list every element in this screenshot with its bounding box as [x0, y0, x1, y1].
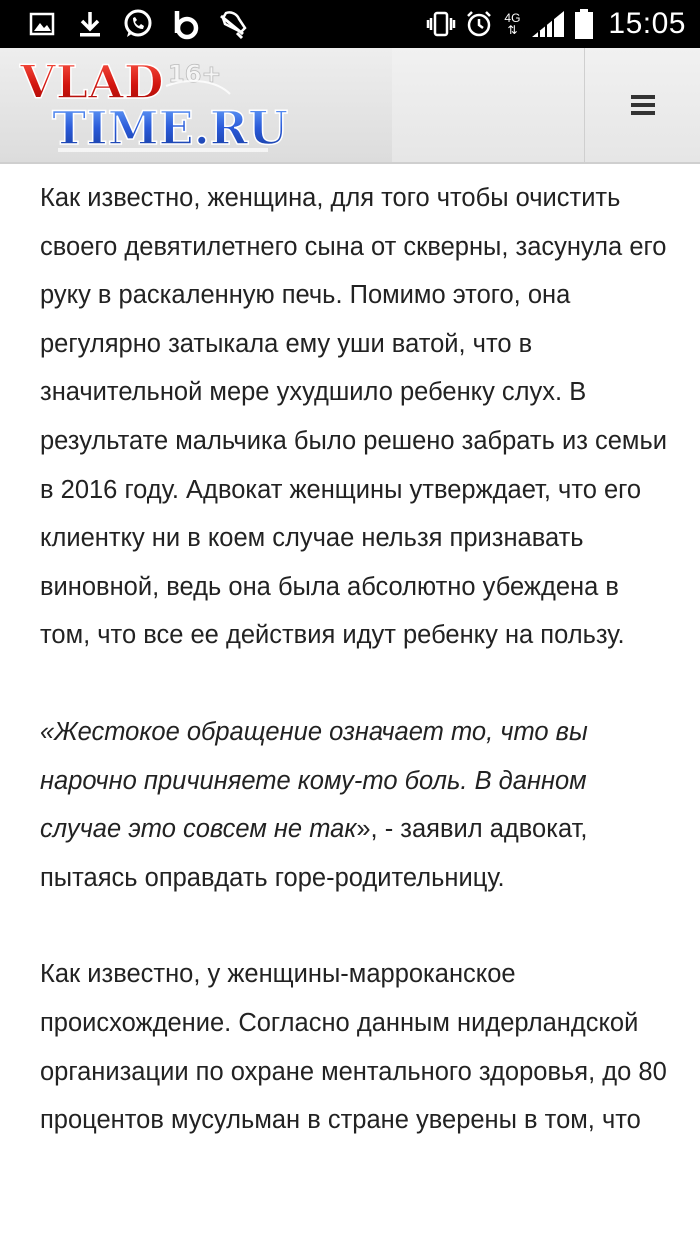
- battery-icon: [574, 0, 594, 48]
- site-header: [0, 48, 700, 164]
- muted-icon: [210, 0, 258, 48]
- system-icons: [418, 0, 700, 48]
- article-quote-paragraph: [40, 708, 672, 902]
- network-type-icon: [502, 0, 522, 48]
- whatsapp-icon: [114, 0, 162, 48]
- age-rating-badge: 16+: [168, 60, 222, 88]
- article-body: [40, 174, 672, 1145]
- article-paragraph: Как известно, у женщины-марроканское происхождение. Согласно данным нидерландской организации по охране ментального здоровья, до 80 процентов мусульман в стране уверены в том, что: [40, 960, 667, 1135]
- site-logo[interactable]: [18, 54, 318, 158]
- quote-attribution: », - заявил адвокат, пытаясь оправдать горе-родительницу.: [40, 815, 588, 892]
- b-app-icon: [162, 0, 210, 48]
- download-icon: [66, 0, 114, 48]
- logo-text-time: TIME.RU: [52, 101, 289, 155]
- signal-icon: [530, 0, 566, 48]
- notification-icons: [0, 0, 258, 48]
- data-arrows-icon: ⇅: [507, 23, 518, 37]
- quote-text: «Жестокое обращение означает то, что вы нарочно причиняете кому-то боль. В данном случае это совсем не так: [40, 717, 588, 844]
- vibrate-icon: [426, 0, 456, 48]
- image-icon: [18, 0, 66, 48]
- logo-text-vlad: VLAD: [20, 55, 164, 109]
- hamburger-icon: [631, 91, 655, 119]
- alarm-icon: [464, 0, 494, 48]
- menu-button[interactable]: [585, 48, 700, 162]
- clock: 15:05: [608, 7, 686, 40]
- network-type-label: 4G: [504, 11, 521, 25]
- status-bar: [0, 0, 700, 48]
- article-paragraph: Как известно, женщина, для того чтобы очистить своего девятилетнего сына от скверны, засунула его руку в раскаленную печь. Помимо этого, она регулярно затыкала ему уши ватой, что в значительной мере ухудшило ребенку слух. В результате мальчика было решено забрать из семьи в 2016 году. Адвокат женщины утверждает, что его клиентку ни в коем случае нельзя признавать виновной, ведь она была абсолютно убеждена в том, что все ее действия идут ребенку на пользу.: [40, 184, 667, 650]
